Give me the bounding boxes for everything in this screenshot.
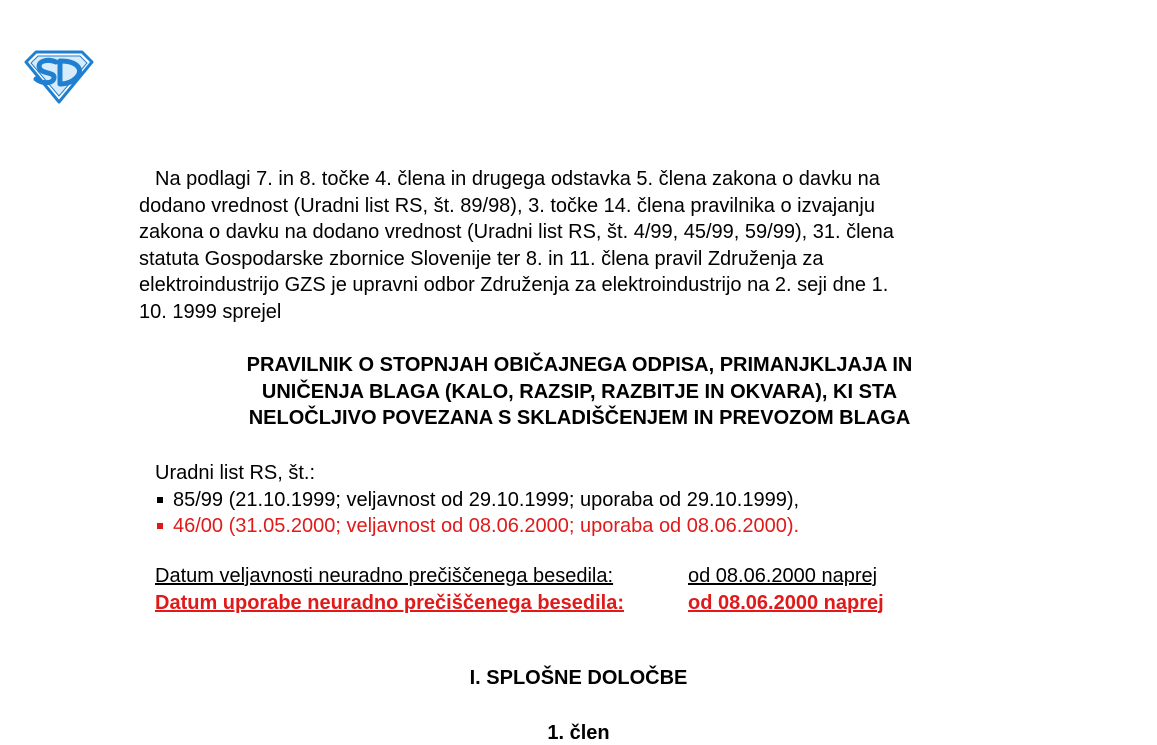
- gazette-label: Uradni list RS, št.:: [155, 462, 316, 484]
- intro-line: dodano vrednost (Uradni list RS, št. 89/98), 3. točke 14. člena pravilnika o izvajanju: [139, 194, 875, 217]
- validity-date-value: od 08.06.2000 naprej: [688, 565, 878, 587]
- title-line: UNIČENJA BLAGA (KALO, RAZSIP, RAZBITJE IN OKVARA), KI STA: [261, 380, 898, 403]
- bullet-icon: [157, 523, 163, 529]
- validity-date-label: Datum veljavnosti neuradno prečiščenega besedila:: [155, 565, 614, 587]
- title-line: NELOČLJIVO POVEZANA S SKLADIŠČENJEM IN PREVOZOM BLAGA: [248, 407, 911, 430]
- sd-shield-logo-icon: [22, 50, 96, 104]
- dates-block: [155, 563, 884, 616]
- gazette-entry: [155, 487, 1020, 514]
- intro-line: Na podlagi 7. in 8. točke 4. člena in drugega odstavka 5. člena zakona o davku na: [155, 168, 880, 190]
- gazette-entry-text: 85/99 (21.10.1999; veljavnost od 29.10.1999; uporaba od 29.10.1999),: [173, 488, 800, 511]
- document-title: [139, 352, 1020, 432]
- usage-date-row: [155, 590, 884, 617]
- intro-line: elektroindustrijo GZS je upravni odbor Združenja za elektroindustrijo na 2. seji dne 1.: [139, 274, 889, 297]
- gazette-entry-text: 46/00 (31.05.2000; veljavnost od 08.06.2000; uporaba od 08.06.2000).: [173, 515, 800, 538]
- usage-date-value: od 08.06.2000 naprej: [688, 591, 884, 614]
- article-heading: 1. člen: [547, 722, 610, 744]
- title-line: PRAVILNIK O STOPNJAH OBIČAJNEGA ODPISA, PRIMANJKLJAJA IN: [246, 354, 913, 376]
- gazette-references: [155, 460, 1020, 540]
- gazette-entry: [155, 513, 1020, 540]
- section-heading: I. SPLOŠNE DOLOČBE: [469, 667, 688, 689]
- usage-date-label: Datum uporabe neuradno prečiščenega besedila:: [155, 591, 625, 614]
- intro-line: statuta Gospodarske zbornice Slovenije ter 8. in 11. člena pravil Združenja za: [139, 247, 824, 270]
- intro-paragraph: [139, 166, 1020, 326]
- validity-date-row: [155, 563, 884, 590]
- intro-line: zakona o davku na dodano vrednost (Uradni list RS, št. 4/99, 45/99, 59/99), 31. člena: [139, 221, 894, 244]
- bullet-icon: [157, 497, 163, 503]
- intro-line: 10. 1999 sprejel: [139, 300, 282, 323]
